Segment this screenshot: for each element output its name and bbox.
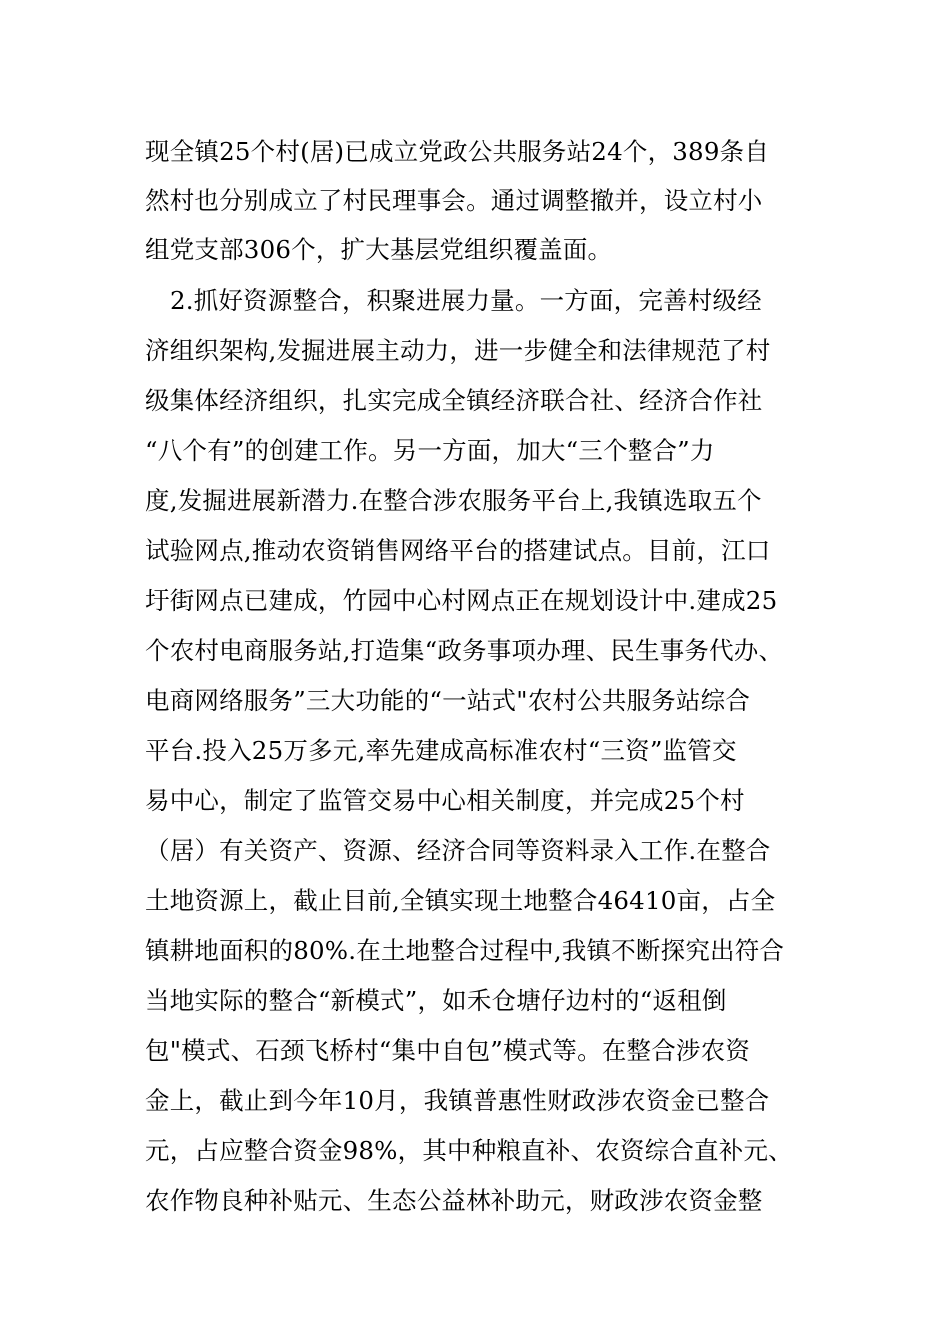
text-line: 组党支部306个，扩大基层党组织覆盖面。 (145, 235, 613, 264)
text-line: “八个有”的创建工作。另一方面，加大“三个整合”力 (145, 436, 715, 465)
text-line: 镇耕地面积的80%.在土地整合过程中,我镇不断探究出符合 (145, 936, 785, 965)
text-line: 试验网点,推动农资销售网络平台的搭建试点。目前，江口 (145, 536, 771, 565)
text-line: 现全镇25个村(居)已成立党政公共服务站24个，389条自 (145, 137, 770, 166)
paragraph-start-line: 2.抓好资源整合，积聚进展力量。一方面，完善村级经 (170, 286, 762, 315)
text-line: （居）有关资产、资源、经济合同等资料录入工作.在整合 (145, 836, 771, 865)
text-line: 土地资源上，截止目前,全镇实现土地整合46410亩，占全 (145, 886, 776, 915)
text-line: 济组织架构,发掘进展主动力，进一步健全和法律规范了村 (145, 336, 771, 365)
text-line: 圩街网点已建成，竹园中心村网点正在规划设计中.建成25 (145, 586, 778, 615)
text-line: 电商网络服务”三大功能的“一站式"农村公共服务站综合 (145, 686, 751, 715)
text-line: 平台.投入25万多元,率先建成高标准农村“三资”监管交 (145, 736, 737, 765)
text-line: 包"模式、石颈飞桥村“集中自包”模式等。在整合涉农资 (145, 1036, 751, 1065)
text-line: 元，占应整合资金98%，其中种粮直补、农资综合直补元、 (145, 1136, 793, 1165)
text-line: 当地实际的整合“新模式”，如禾仓塘仔边村的“返租倒 (145, 986, 727, 1015)
text-line: 度,发掘进展新潜力.在整合涉农服务平台上,我镇选取五个 (145, 486, 762, 515)
text-line: 然村也分别成立了村民理事会。通过调整撤并，设立村小 (145, 186, 763, 215)
text-line: 个农村电商服务站,打造集“政务事项办理、民生事务代办、 (145, 636, 784, 665)
text-line: 金上，截止到今年10月，我镇普惠性财政涉农资金已整合 (145, 1086, 770, 1115)
text-line: 级集体经济组织，扎实完成全镇经济联合社、经济合作社 (145, 386, 763, 415)
text-line: 易中心，制定了监管交易中心相关制度，并完成25个村 (145, 786, 745, 815)
text-line: 农作物良种补贴元、生态公益林补助元，财政涉农资金整 (145, 1186, 763, 1215)
